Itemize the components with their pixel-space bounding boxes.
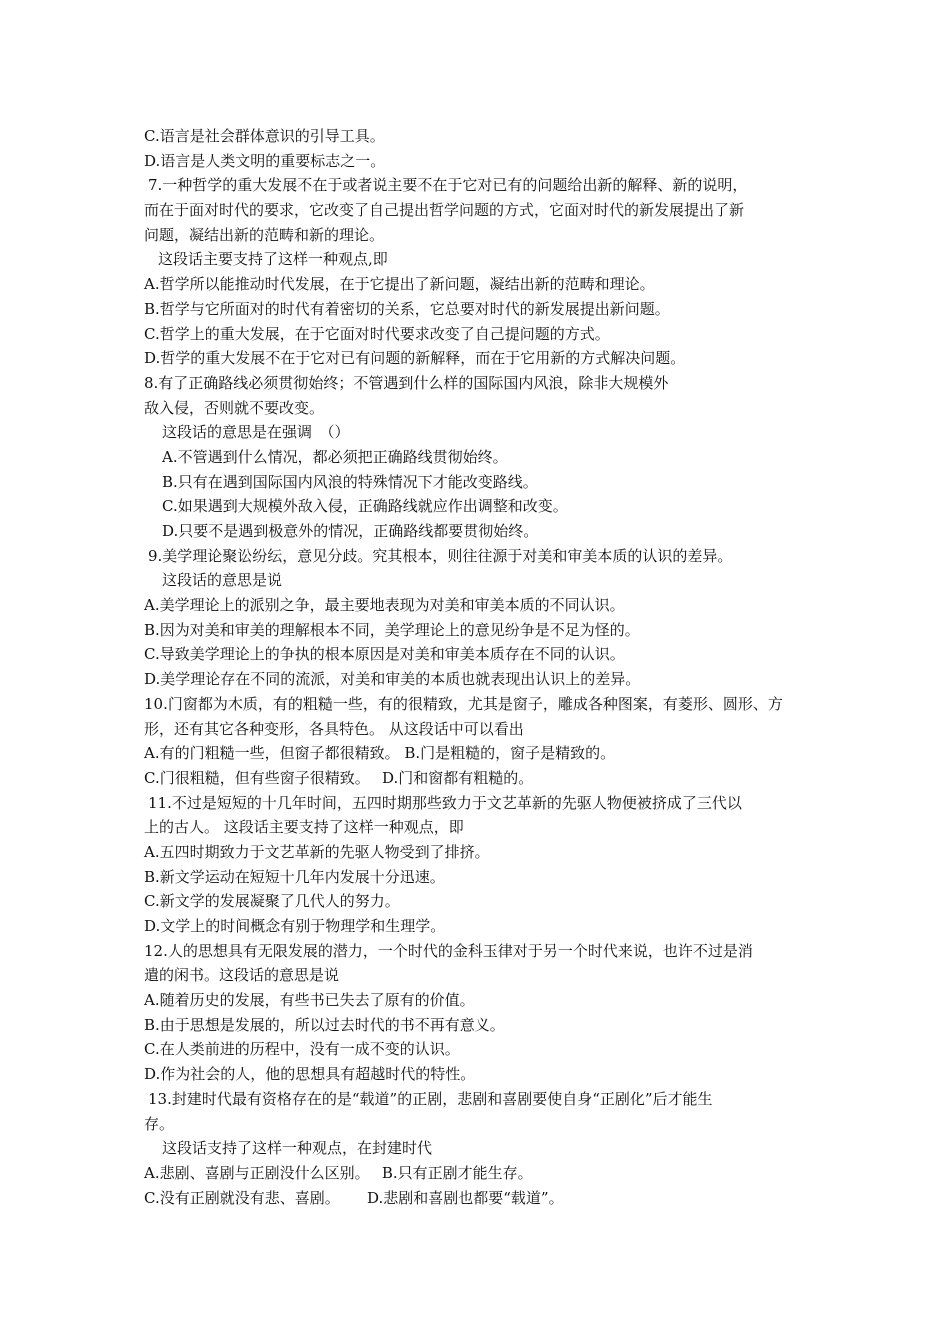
question-11-option-a: A.五四时期致力于文艺革新的先驱人物受到了排挤。 [144, 842, 490, 861]
question-12-stem: 12.人的思想具有无限发展的潜力，一个时代的金科玉律对于另一个时代来说，也许不过是消 [144, 941, 753, 960]
question-9-option-c: C.导致美学理论上的争执的根本原因是对美和审美本质存在不同的认识。 [144, 645, 625, 664]
question-10-options-cd: C.门很粗糙，但有些窗子很精致。 D.门和窗都有粗糙的。 [144, 768, 534, 787]
question-8-option-a: A.不管遇到什么情况，都必须把正确路线贯彻始终。 [162, 447, 508, 466]
question-8-stem-cont: 敌入侵，否则就不要改变。 [144, 398, 325, 417]
question-13-stem-cont: 存。 [144, 1114, 175, 1133]
document-page [144, 124, 812, 1210]
question-8-prompt: 这段话的意思是在强调 （） [162, 423, 350, 442]
question-7-stem: 7.一种哲学的重大发展不在于或者说主要不在于它对已有的问题给出新的解释、新的说明， [148, 176, 748, 195]
question-10-options-ab: A.有的门粗糙一些，但窗子都很精致。 B.门是粗糙的，窗子是精致的。 [144, 744, 616, 763]
question-13-prompt: 这段话支持了这样一种观点，在封建时代 [162, 1139, 433, 1158]
question-13-options-ab: A.悲剧、喜剧与正剧没什么区别。 B.只有正剧才能生存。 [144, 1163, 533, 1182]
question-8-option-d: D.只要不是遇到极意外的情况，正确路线都要贯彻始终。 [162, 522, 539, 540]
question-11-option-d: D.文学上的时间概念有别于物理学和生理学。 [144, 917, 446, 935]
question-11-stem: 11.不过是短短的十几年时间，五四时期那些致力于文艺革新的先驱人物便被挤成了三代以 [148, 793, 742, 812]
question-8-option-c: C.如果遇到大规模外敌入侵，正确路线就应作出调整和改变。 [162, 497, 568, 516]
question-12-stem-cont: 遣的闲书。这段话的意思是说 [144, 966, 340, 985]
question-12-option-b: B.由于思想是发展的，所以过去时代的书不再有意义。 [144, 1015, 505, 1034]
question-12-option-d: D.作为社会的人，他的思想具有超越时代的特性。 [144, 1065, 476, 1084]
question-12-option-a: A.随着历史的发展，有些书已失去了原有的价值。 [144, 991, 475, 1010]
question-8-option-b: B.只有在遇到国际国内风浪的特殊情况下才能改变路线。 [162, 472, 538, 491]
question-7-option-c: C.哲学上的重大发展，在于它面对时代要求改变了自己提问题的方式。 [144, 324, 610, 343]
question-8-stem: 8.有了正确路线必须贯彻始终；不管遇到什么样的国际国内风浪，除非大规模外 [144, 373, 669, 392]
question-9-option-a: A.美学理论上的派别之争，最主要地表现为对美和审美本质的不同认识。 [144, 596, 625, 615]
question-9-option-b: B.因为对美和审美的理解根本不同，美学理论上的意见纷争是不足为怪的。 [144, 620, 640, 639]
question-9-option-d: D.美学理论存在不同的流派，对美和审美的本质也就表现出认识上的差异。 [144, 670, 641, 689]
question-10-stem: 10.门窗都为木质，有的粗糙一些，有的很精致，尤其是窗子，雕成各种图案，有菱形、圆形、方 [144, 694, 783, 713]
question-11-option-b: B.新文学运动在短短十几年内发展十分迅速。 [144, 867, 445, 886]
question-13-stem: 13.封建时代最有资格存在的是“载道”的正剧，悲剧和喜剧要使自身“正剧化”后才能生 [148, 1089, 713, 1108]
question-7-prompt: 这段话主要支持了这样一种观点,即 [158, 250, 388, 269]
option-c-line: C.语言是社会群体意识的引导工具。 [144, 127, 385, 145]
question-12-option-c: C.在人类前进的历程中，没有一成不变的认识。 [144, 1040, 460, 1059]
question-7-option-d: D.哲学的重大发展不在于它对已有问题的新解释，而在于它用新的方式解决问题。 [144, 349, 686, 368]
question-7-option-b: B.哲学与它所面对的时代有着密切的关系，它总要对时代的新发展提出新问题。 [144, 299, 670, 318]
question-9-stem: 9.美学理论聚讼纷纭，意见分歧。究其根本，则往往源于对美和审美本质的认识的差异。 [148, 546, 733, 565]
question-9-prompt: 这段话的意思是说 [162, 571, 283, 590]
question-7-stem-cont: 问题，凝结出新的范畴和新的理论。 [144, 225, 385, 244]
question-10-stem-cont: 形，还有其它各种变形，各具特色。 从这段话中可以看出 [144, 719, 524, 738]
question-13-options-cd: C.没有正剧就没有悲、喜剧。 D.悲剧和喜剧也都要“载道”。 [144, 1188, 564, 1207]
option-d-line: D.语言是人类文明的重要标志之一。 [144, 151, 386, 170]
question-7-option-a: A.哲学所以能推动时代发展，在于它提出了新问题，凝结出新的范畴和理论。 [144, 275, 655, 294]
question-7-stem-cont: 而在于面对时代的要求，它改变了自己提出哲学问题的方式，它面对时代的新发展提出了新 [144, 201, 745, 220]
question-11-stem-cont: 上的古人。 这段话主要支持了这样一种观点，即 [144, 818, 464, 837]
question-11-option-c: C.新文学的发展凝聚了几代人的努力。 [144, 892, 400, 911]
